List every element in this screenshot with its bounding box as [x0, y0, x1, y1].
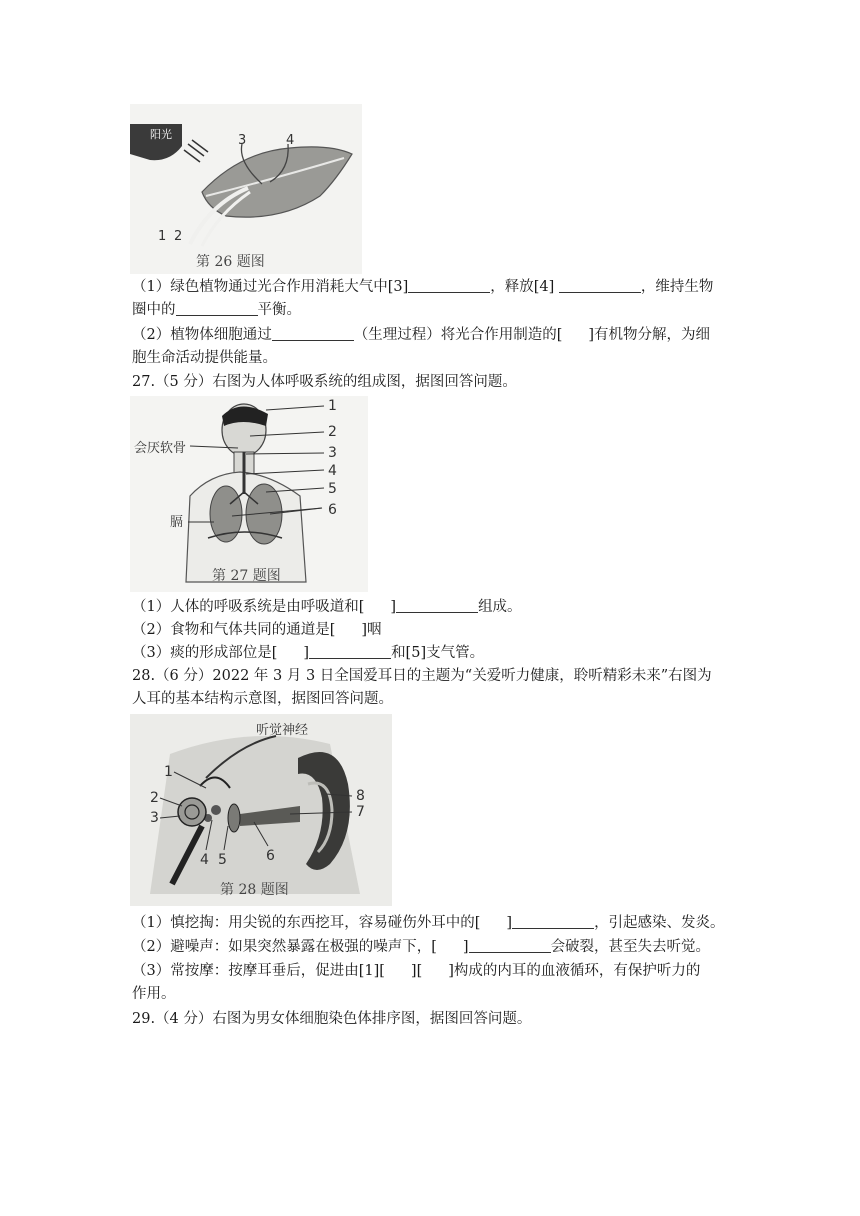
- q28-title-line-1: [132, 665, 732, 687]
- q26-line-3: [132, 324, 732, 346]
- q28-text: ]构成的内耳的血液循环，有保护听力的: [448, 963, 701, 979]
- q28-line-1: [132, 912, 732, 934]
- label-2: 2: [150, 790, 159, 806]
- label-7: 7: [356, 804, 365, 820]
- answer-blank[interactable]: [408, 278, 490, 293]
- label-1: 1: [164, 764, 173, 780]
- label-4: 4: [328, 463, 337, 479]
- q27-text: （3）痰的形成部位是[: [132, 645, 278, 661]
- q26-text: ，释放[4]: [490, 279, 559, 295]
- answer-blank[interactable]: [469, 938, 551, 953]
- q28-text: （2）避噪声：如果突然暴露在极强的噪声下，[: [132, 939, 437, 955]
- figure-26-caption: 第 26 题图: [196, 254, 265, 270]
- q27-line-3: [132, 642, 732, 664]
- q28-text: （1）慎挖掏：用尖锐的东西挖耳，容易碰伤外耳中的[: [132, 915, 481, 931]
- q28-text: 会破裂，甚至失去听觉。: [550, 939, 711, 955]
- q28-title-line-2: [132, 688, 732, 710]
- q27-line-1: [132, 596, 732, 618]
- q26-line-1: [132, 276, 732, 298]
- q27-text: ]咽: [361, 622, 382, 638]
- q28-text: ][: [410, 963, 423, 979]
- q28-text: 作用。: [132, 986, 176, 1002]
- leaf-diagram: [130, 104, 362, 274]
- q26-line-2: [132, 299, 732, 321]
- q26-text: ，维持生物: [640, 279, 714, 295]
- answer-blank[interactable]: [272, 326, 354, 341]
- label-3: 3: [328, 445, 337, 461]
- q26-text: （2）植物体细胞通过: [132, 327, 272, 343]
- label-5: 5: [218, 852, 227, 868]
- q26-text: （1）绿色植物通过光合作用消耗大气中[3]: [132, 279, 409, 295]
- q27-text: ]: [303, 645, 310, 661]
- label-4: 4: [200, 852, 209, 868]
- q26-text: ]有机物分解，为细: [588, 327, 711, 343]
- respiratory-diagram: [130, 396, 368, 592]
- q28-text: ]: [462, 939, 469, 955]
- q27-title: [132, 371, 732, 393]
- diaphragm-label: 膈: [170, 515, 184, 530]
- label-6: 6: [328, 502, 337, 518]
- label-1: 1: [328, 398, 337, 414]
- answer-blank[interactable]: [559, 278, 641, 293]
- q26-text: （生理过程）将光合作用制造的[: [353, 327, 563, 343]
- q27-text: （1）人体的呼吸系统是由呼吸道和[: [132, 599, 365, 615]
- q27-text: （2）食物和气体共同的通道是[: [132, 622, 336, 638]
- epiglottis-label: 会厌软骨: [134, 441, 187, 456]
- q28-text: （3）常按摩：按摩耳垂后，促进由[1][: [132, 963, 385, 979]
- q27-text: ]: [390, 599, 397, 615]
- label-4: 4: [286, 133, 295, 148]
- ear-diagram: [130, 714, 392, 906]
- q27-line-2: [132, 619, 732, 641]
- q26-line-4: [132, 347, 732, 369]
- label-2: 2: [174, 229, 183, 244]
- q27-text: 和[5]支气管。: [391, 645, 485, 661]
- figure-28-ear: [130, 714, 392, 906]
- q29-title-text: 29.（4 分）右图为男女体细胞染色体排序图，据图回答问题。: [132, 1011, 532, 1027]
- label-2: 2: [328, 424, 337, 440]
- q28-line-2: [132, 936, 732, 958]
- q28-title-text: 人耳的基本结构示意图，据图回答问题。: [132, 691, 393, 707]
- figure-28-caption: 第 28 题图: [220, 882, 289, 898]
- label-8: 8: [356, 788, 365, 804]
- answer-blank[interactable]: [176, 301, 258, 316]
- q28-text: ]: [506, 915, 513, 931]
- q29-title: [132, 1008, 732, 1030]
- label-3: 3: [150, 810, 159, 826]
- label-6: 6: [266, 848, 275, 864]
- answer-blank[interactable]: [396, 598, 478, 613]
- q28-title-text: 28.（6 分）2022 年 3 月 3 日全国爱耳日的主题为“关爱听力健康，聆听精彩未来”右图为: [132, 668, 712, 684]
- q28-text: ，引起感染、发炎。: [594, 915, 725, 931]
- q28-line-3: [132, 960, 732, 982]
- q26-text: 胞生命活动提供能量。: [132, 350, 277, 366]
- figure-27-caption: 第 27 题图: [212, 568, 281, 584]
- q26-text: 平衡。: [257, 302, 301, 318]
- label-5: 5: [328, 481, 337, 497]
- q28-line-4: [132, 983, 732, 1005]
- q27-text: 组成。: [478, 599, 522, 615]
- label-3: 3: [238, 133, 247, 148]
- auditory-nerve-label: 听觉神经: [256, 723, 309, 738]
- label-1: 1: [158, 229, 167, 244]
- answer-blank[interactable]: [309, 644, 391, 659]
- figure-27-respiratory: [130, 396, 368, 592]
- q26-text: 圈中的: [132, 302, 176, 318]
- answer-blank[interactable]: [512, 914, 594, 929]
- q27-title-text: 27.（5 分）右图为人体呼吸系统的组成图，据图回答问题。: [132, 374, 517, 390]
- sun-label: 阳光: [150, 128, 172, 141]
- figure-26-leaf: [130, 104, 362, 274]
